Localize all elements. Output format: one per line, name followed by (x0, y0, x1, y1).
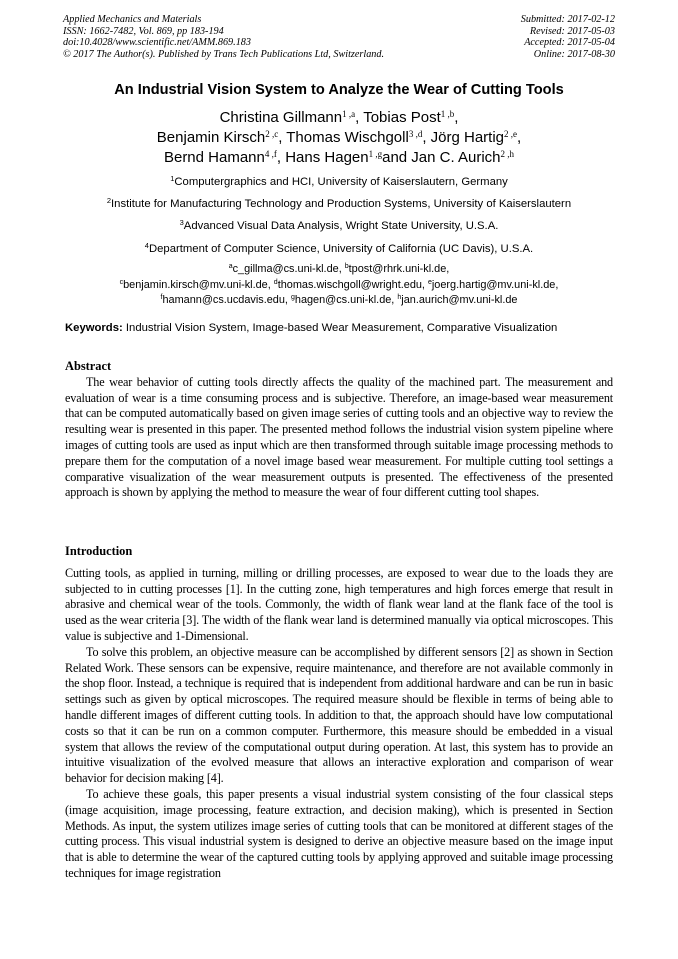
email-address: joerg.hartig@mv.uni-kl.de, (431, 278, 559, 291)
author-name: Bernd Hamann (163, 149, 265, 166)
email-address: c_gillma@cs.uni-kl.de, (232, 263, 345, 275)
author-name: Thomas Wischgoll (286, 129, 409, 146)
paper-title: An Industrial Vision System to Analyze the Wear of Cutting Tools (114, 82, 564, 98)
affiliation-text: Institute for Manufacturing Technology and Production Systems, University of Kaiserslautern (111, 198, 572, 210)
author-line-1 (0, 108, 678, 128)
email-address: thomas.wischgoll@wright.edu, (277, 278, 428, 291)
author-name: Jörg Hartig (430, 129, 505, 146)
author-affil-mark: 1 ,g (368, 149, 383, 159)
affiliation-text: Department of Computer Science, University of California (UC Davis), U.S.A. (148, 243, 534, 255)
email-mark: d (273, 278, 278, 286)
email-line-3 (0, 293, 678, 309)
accepted-date: Accepted: 2017-05-04 (524, 37, 615, 49)
email-address: hagen@cs.uni-kl.de, (294, 294, 398, 306)
email-mark: c (119, 278, 124, 286)
issn-line: ISSN: 1662-7482, Vol. 869, pp 183-194 (63, 25, 224, 37)
author-name: and Jan C. Aurich (382, 149, 501, 166)
author-affil-mark: 3 ,d (408, 129, 423, 139)
author-affil-mark: 2 ,c (265, 129, 279, 139)
author-affil-mark: 1 ,b (440, 109, 455, 119)
author-affil-mark: 1 ,a (342, 109, 356, 119)
journal-info (63, 14, 384, 60)
revised-date: Revised: 2017-05-03 (529, 25, 615, 37)
introduction-paragraph: To solve this problem, an objective measure can be accomplished by different sensors [2] as shown in Section Related Work. These sensors can be expensive, require maintenance, and therefore are not available commonly in the shop floor. Instead, a technique is required that is independent from additional hardware and can be run in basic settings such as given by optical microscopes. The required measure should be flexible in terms of being able to handle different images of different cutting tools. In addition to that, the approach should have low computational costs so that it can be run on a common computer. Furthermore, this measure should be embedded in a visual system that allows the review of the computational output during operation. At last, this system has to provide an intuitive visualization of the evolved measure that allows an interactive exploration and comparison of wear behavior for decision making [4]. (65, 644, 613, 786)
abstract-heading: Abstract (65, 359, 112, 373)
email-mark: h (397, 294, 402, 301)
email-address: benjamin.kirsch@mv.uni-kl.de, (123, 278, 274, 291)
affiliation-4 (0, 243, 678, 255)
author-name: Benjamin Kirsch (156, 129, 266, 146)
affiliation-1 (0, 176, 678, 188)
email-address: tpost@rhrk.uni-kl.de, (348, 263, 450, 275)
author-separator: , (276, 149, 286, 166)
email-mark: g (290, 294, 295, 301)
author-line-2 (0, 128, 678, 148)
author-list (0, 108, 678, 168)
email-address: hamann@cs.ucdavis.edu, (162, 294, 291, 306)
email-line-2 (0, 278, 678, 294)
author-separator: , (355, 109, 364, 126)
author-affil-mark: 4 ,f (264, 149, 277, 159)
introduction-paragraph: To achieve these goals, this paper presents a visual industrial system consisting of the four classical steps (image acquisition, image processing, feature extraction, and decision making), which is presented in Section Methods. As input, the system utilizes image series of cutting tools that can be monitored at different stages of the cutting process. This visual industrial system is designed to derive an objective measure based on the image input that is able to determine the wear of the captured cutting tools by applying approved and suitable image processing techniques for image registration (65, 786, 613, 880)
copyright-line: © 2017 The Author(s). Published by Trans Tech Publications Ltd, Switzerland. (63, 48, 385, 60)
email-list (0, 262, 678, 309)
email-address: jan.aurich@mv.uni-kl.de (401, 294, 518, 306)
author-separator: , (422, 129, 431, 146)
author-affil-mark: 2 ,h (500, 149, 515, 159)
keywords (65, 322, 625, 334)
online-date: Online: 2017-08-30 (533, 48, 615, 60)
journal-name: Applied Mechanics and Materials (63, 14, 202, 25)
author-name: Hans Hagen (285, 149, 369, 166)
affiliation-3 (0, 220, 678, 232)
introduction-heading: Introduction (65, 544, 133, 558)
author-line-3 (0, 148, 678, 168)
author-affil-mark: 2 ,e (504, 129, 518, 139)
introduction-paragraph: Cutting tools, as applied in turning, milling or drilling processes, are exposed to wear due to the loads they are subjected to in cutting processes [1]. In the cutting zone, high temperatures and high forces emerge that result in abrasive and chemical wear of the tools. Commonly, the width of flank wear land at the flank face of the tool is used as the wear criteria [3]. The width of the flank wear land is determined manually via optical microscopes. This value is subjective and 1-Dimensional. (65, 565, 613, 643)
affiliation-text: Computergraphics and HCI, University of Kaiserslautern, Germany (174, 176, 508, 188)
keywords-label: Keywords: (65, 322, 123, 334)
author-name: Tobias Post (363, 109, 441, 126)
keywords-text: Industrial Vision System, Image-based Wear Measurement, Comparative Visualization (122, 322, 558, 334)
affiliation-number: 3 (179, 218, 184, 227)
introduction-section (65, 544, 613, 882)
affiliation-2 (0, 198, 678, 210)
doi-line: doi:10.4028/www.scientific.net/AMM.869.183 (63, 37, 251, 49)
affiliation-number: 2 (106, 196, 112, 205)
abstract-text: The wear behavior of cutting tools directly affects the quality of the machined part. The measurement and evaluation of wear is a time consuming process and is subjective. Therefore, an image-based wear measurement that can be computed automatically based on given image series of cutting tools and an objective way to review the resulting wear is presented in this paper. The presented method follows the industrial vision system pipeline where images of cutting tools are used as input which are then transformed through suitable image processing methods to prepare them for the computation of a novel image based wear measurement. For multiple cutting tool settings a comparative visualization of the wear measurement outputs is presented. The effectiveness of the presented approach is shown by applying the method to measure the wear of four different cutting tool shapes. (65, 374, 613, 500)
author-name: Christina Gillmann (219, 109, 343, 126)
email-line-1 (0, 262, 678, 278)
author-separator: , (454, 109, 459, 126)
abstract-section (65, 359, 613, 501)
author-separator: , (517, 129, 522, 146)
affiliation-text: Advanced Visual Data Analysis, Wright State University, U.S.A. (183, 220, 499, 232)
email-mark: b (344, 263, 349, 270)
affiliation-number: 1 (170, 174, 175, 183)
author-separator: , (278, 129, 287, 146)
submission-dates (521, 14, 615, 60)
email-mark: f (160, 294, 163, 301)
email-mark: e (427, 278, 432, 286)
submitted-date: Submitted: 2017-02-12 (520, 14, 615, 25)
affiliation-number: 4 (144, 241, 149, 250)
email-mark: a (228, 263, 233, 270)
